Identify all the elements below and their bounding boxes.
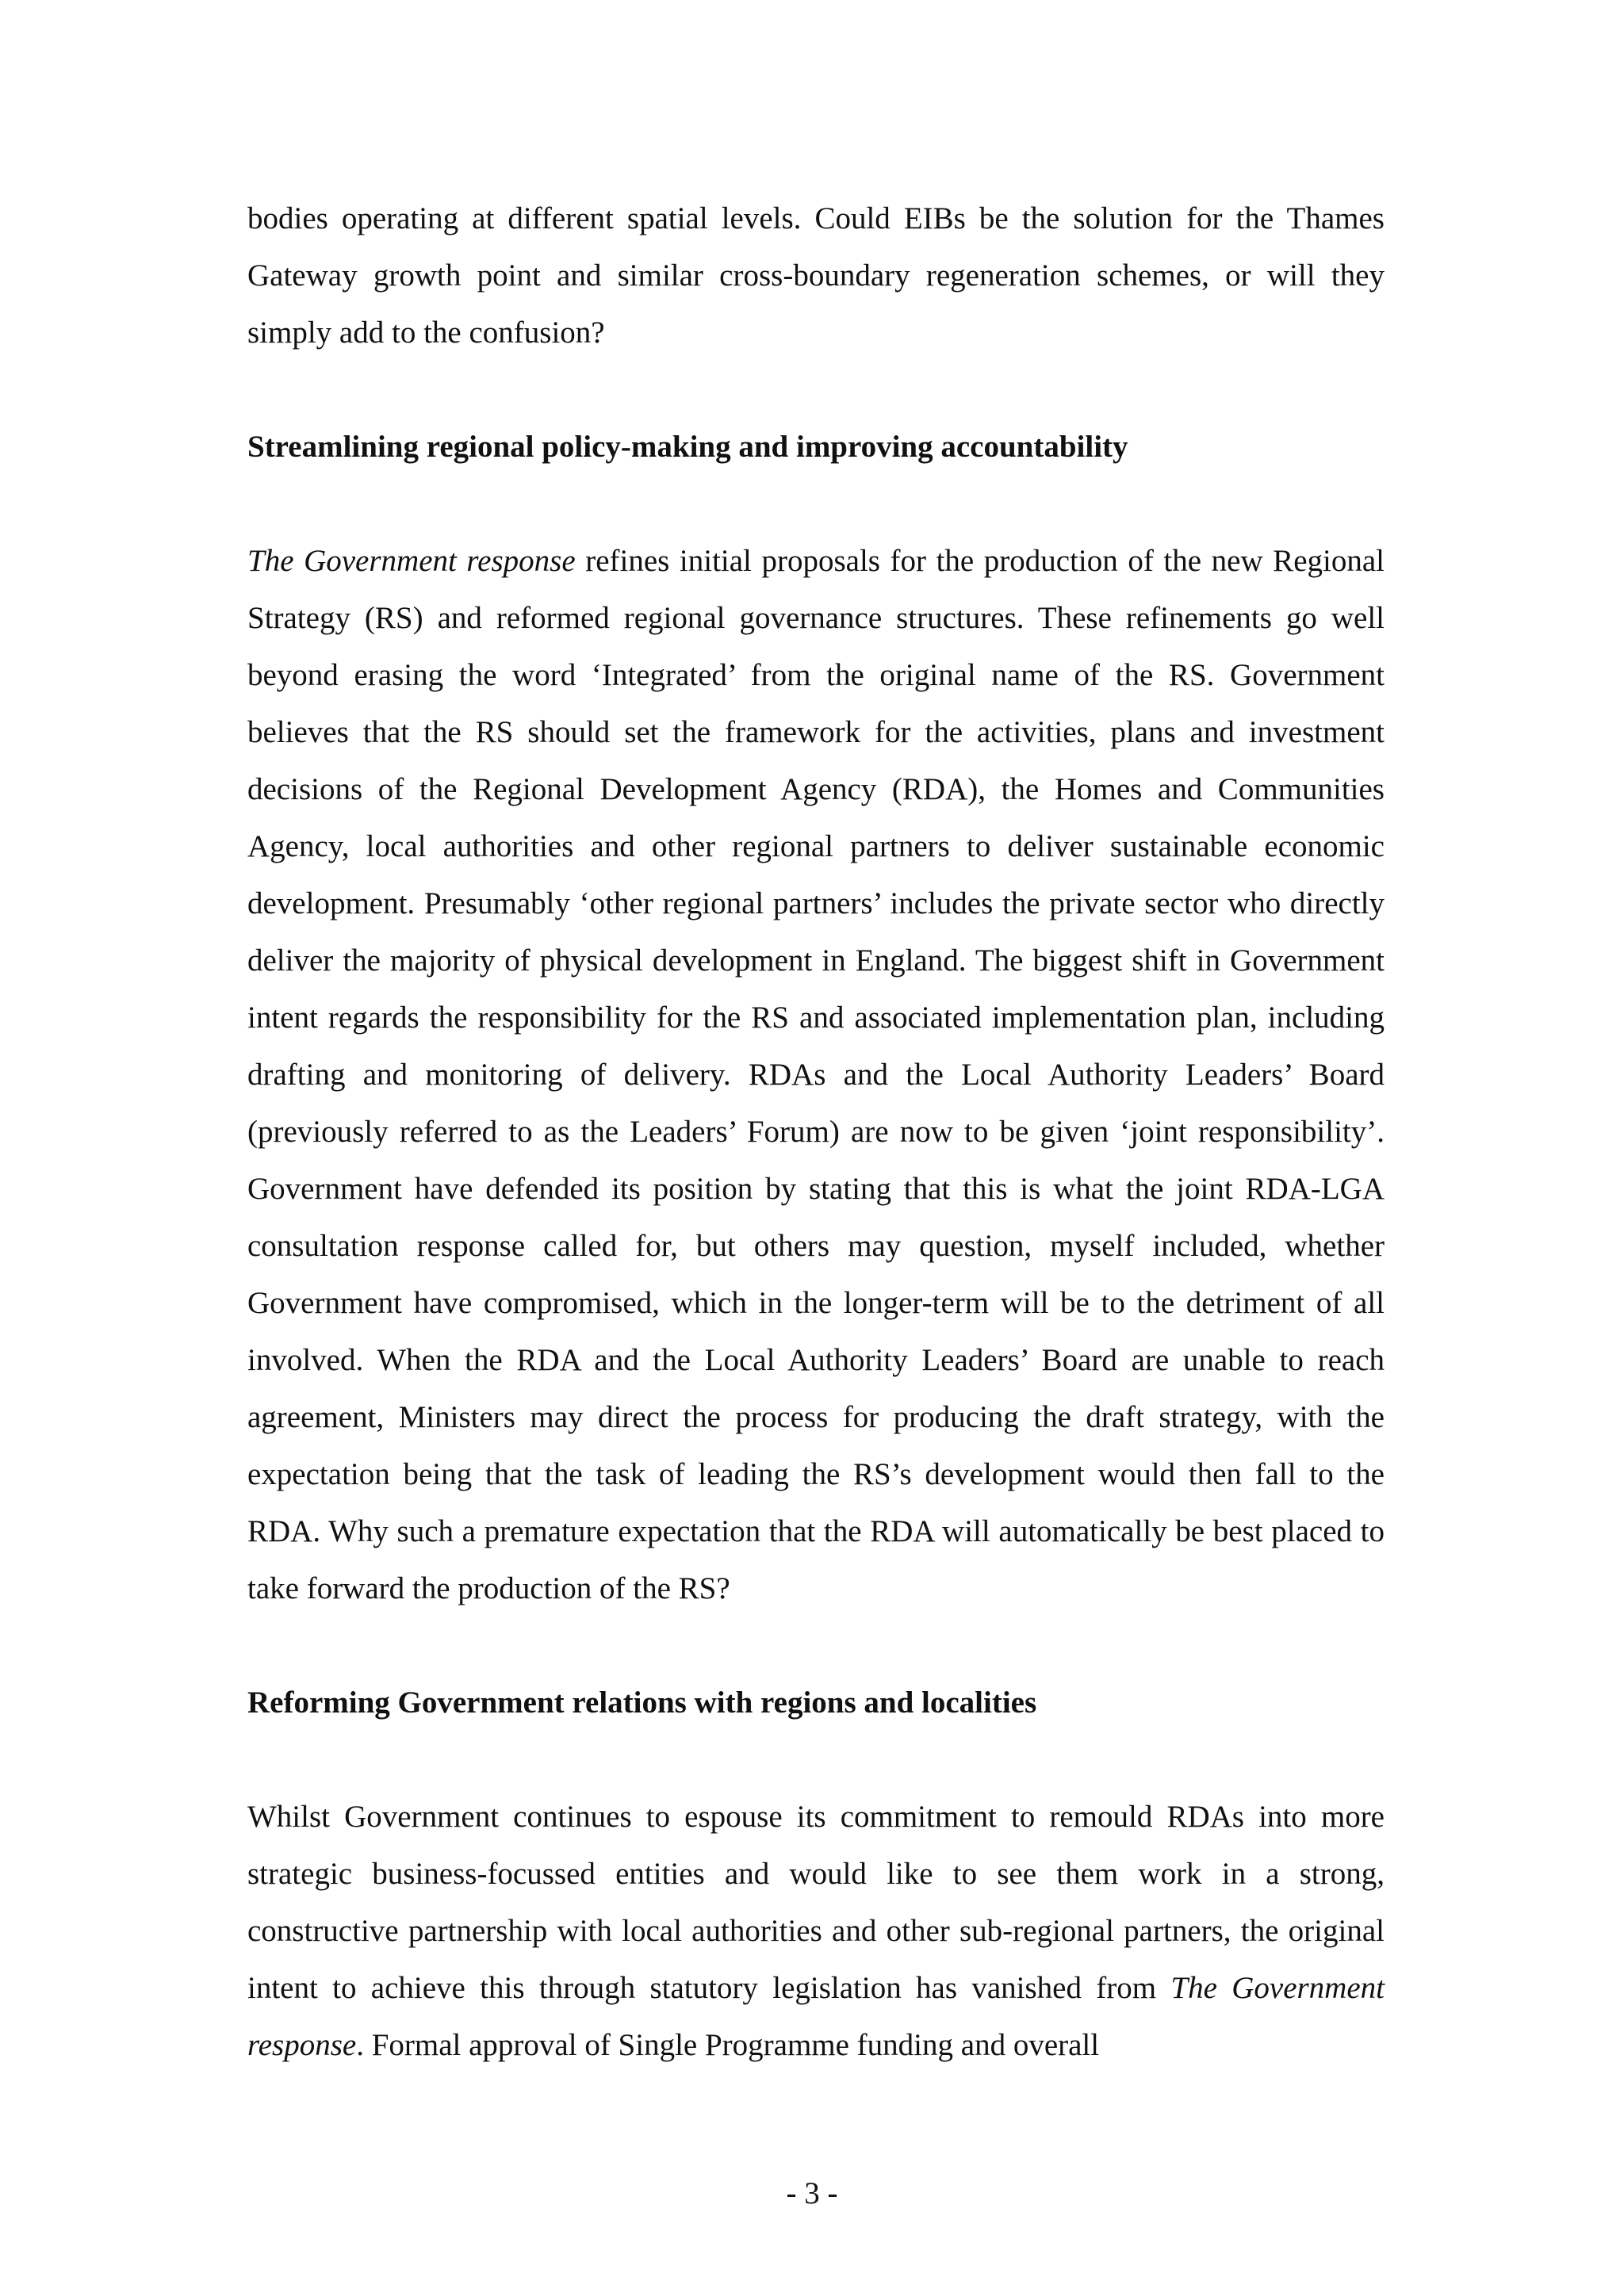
italic-government-response: The Government response: [247, 1971, 1385, 2062]
page-number: - 3 -: [786, 2176, 838, 2210]
page-content: [247, 190, 1385, 2074]
paragraph-3: [247, 1789, 1385, 2074]
italic-lead-government-response: The Government response: [247, 544, 576, 578]
section-heading-streamlining: Streamlining regional policy-making and improving accountability: [247, 430, 1128, 464]
paragraph-3-text-before: Whilst Government continues to espouse its commitment to remould RDAs into more strategic business-focussed entities and would like to see them work in a strong, constructive partnership with local authorities and other sub-regional partners, the original intent to achieve this through statutory legislation has vanished from: [247, 1800, 1385, 2005]
paragraph-3-text-after: . Formal approval of Single Programme funding and overall: [356, 2028, 1100, 2062]
paragraph-2: [247, 533, 1385, 1617]
section-heading-reforming: Reforming Government relations with regions and localities: [247, 1686, 1037, 1720]
paragraph-2-text: refines initial proposals for the production of the new Regional Strategy (RS) and reformed regional governance structures. These refinements go well beyond erasing the word ‘Integrated’ from the original name of the RS. Government believes that the RS should set the framework for the activities, plans and investment decisions of the Regional Development Agency (RDA), the Homes and Communities Agency, local authorities and other regional partners to deliver sustainable economic development. Presumably ‘other regional partners’ includes the private sector who directly deliver the majority of physical development in England. The biggest shift in Government intent regards the responsibility for the RS and associated implementation plan, including drafting and monitoring of delivery. RDAs and the Local Authority Leaders’ Board (previously referred to as the Leaders’ Forum) are now to be given ‘joint responsibility’. Government have defended its position by stating that this is what the joint RDA-LGA consultation response called for, but others may question, myself included, whether Government have compromised, which in the longer-term will be to the detriment of all involved. When the RDA and the Local Authority Leaders’ Board are unable to reach agreement, Ministers may direct the process for producing the draft strategy, with the expectation being that the task of leading the RS’s development would then fall to the RDA. Why such a premature expectation that the RDA will automatically be best placed to take forward the production of the RS?: [247, 544, 1385, 1605]
paragraph-1: bodies operating at different spatial levels. Could EIBs be the solution for the Thames Gateway growth point and similar cross-boundary regeneration schemes, or will they simply add to the confusion?: [247, 201, 1385, 350]
